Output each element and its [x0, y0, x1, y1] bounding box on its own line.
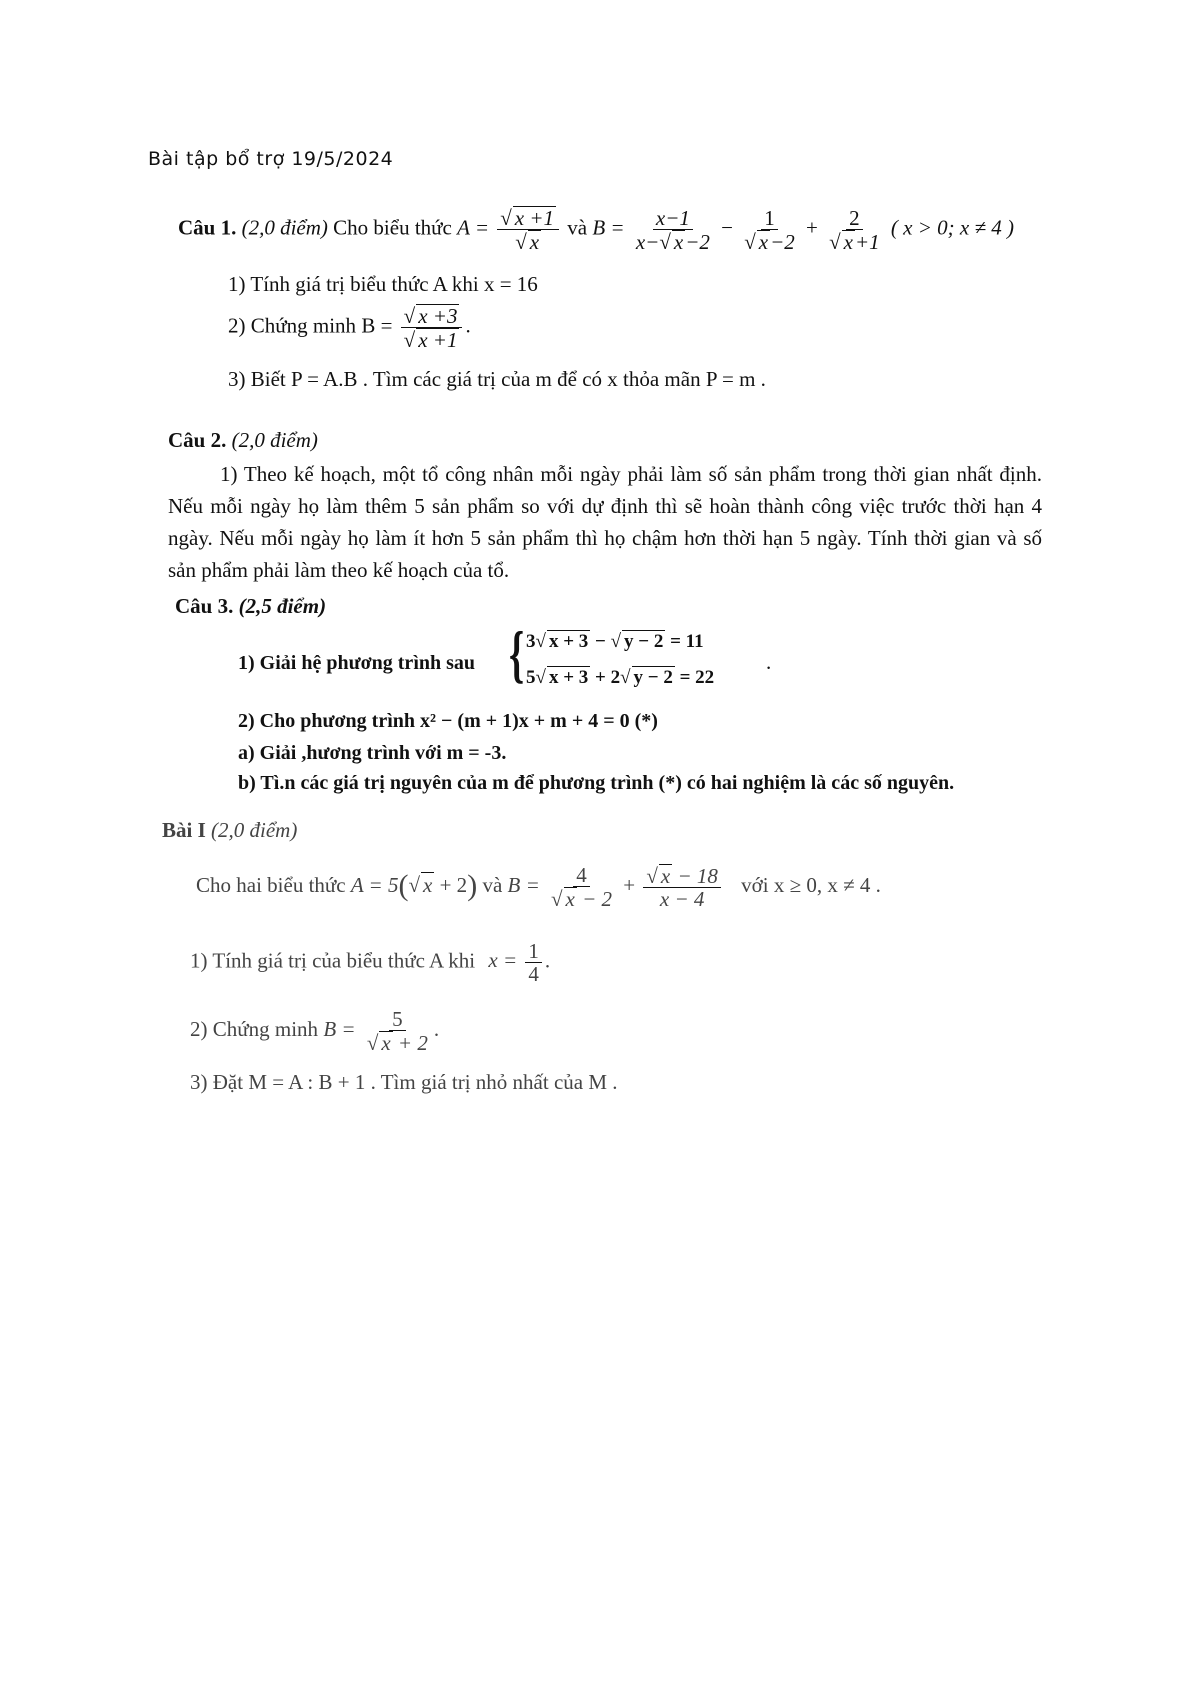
q1-condition: ( x > 0; x ≠ 4 )	[890, 215, 1014, 240]
bai1-B-term1: $\frac{4}{√ x - 2}$	[551, 863, 613, 912]
q3-eq1: 3√ x + 3 − √ y − 2 = 11	[526, 631, 704, 652]
q1-A-lhs: A =	[457, 215, 489, 240]
bai1-label: Bài I	[162, 818, 206, 842]
bai1-item2: 2) Chứng minh B = $\frac{5}{√ x + 2}$ .	[190, 1007, 440, 1056]
q1-item2-fraction: $\frac{√ x +3}{√ x +1}$	[401, 304, 463, 351]
q1-B-term1: $\frac{x-1}{x-√ x-2}$	[635, 205, 710, 254]
bai1-B-term2: $\frac{√ x - 18}{x - 4}$	[643, 864, 721, 910]
q3-system-period: .	[766, 650, 772, 674]
bai1-intro-line: Cho hai biểu thức A = 5(√ x + 2) và B = $\frac{4}{√ x - 2}$ + $\frac{√ x - 18}{x - 4}$ với x ≥ 0, x ≠ 4 .	[196, 863, 881, 912]
q1-minus: −	[721, 215, 733, 240]
q1-B-lhs: B =	[592, 215, 625, 240]
bai1-points: (2,0 điểm)	[211, 818, 298, 842]
q1-item3: 3) Biết P = A.B . Tìm các giá trị của m để có x thỏa mãn P = m .	[228, 367, 766, 391]
q1-intro: Cho biểu thức	[333, 215, 452, 240]
q3-item2: 2) Cho phương trình x² − (m + 1)x + m + 4 = 0 (*)	[238, 710, 658, 732]
q2-points: (2,0 điểm)	[231, 428, 318, 452]
bai1-item2-fraction: $\frac{5}{√ x + 2}$	[366, 1007, 428, 1056]
q1-points: (2,0 điểm)	[241, 215, 328, 240]
q3-label: Câu 3.	[175, 594, 234, 618]
q3-item1: 1) Giải hệ phương trình sau	[238, 652, 476, 674]
q3-item2a: a) Giải ,hương trình với m = -3.	[238, 742, 507, 764]
q2-label: Câu 2.	[168, 428, 227, 452]
q3-heading	[175, 594, 326, 619]
bai1-item1-fraction: $\frac{1}{4}$	[525, 940, 542, 985]
system-brace: {	[509, 618, 525, 689]
q1-and: và	[567, 215, 588, 240]
q1-plus: +	[806, 215, 818, 240]
q1-item2: 2) Chứng minh B = $\frac{√ x +3}{√ x +1}$ .	[228, 304, 471, 353]
page-header: Bài tập bổ trợ 19/5/2024	[148, 148, 394, 170]
q1-B-term3: $\frac{2}{√ x+1}$	[829, 205, 880, 254]
bai1-item1: 1) Tính giá trị của biểu thức A khi x = $\frac{1}{4}$ .	[190, 939, 551, 987]
q3-points: (2,5 điểm)	[238, 594, 327, 618]
q3-item2b: b) Tì.n các giá trị nguyên của m để phương trình (*) có hai nghiệm là các số nguyên.	[238, 772, 955, 794]
q3-eq2: 5√ x + 3 + 2√ y − 2 = 22	[526, 667, 715, 688]
q2-heading	[168, 428, 318, 453]
q1-item1: 1) Tính giá trị biểu thức A khi x = 16	[228, 272, 538, 296]
bai1-item3: 3) Đặt M = A : B + 1 . Tìm giá trị nhỏ nhất của M .	[190, 1070, 618, 1094]
bai1-heading	[162, 818, 297, 843]
q1-line	[178, 206, 1014, 253]
q1-label: Câu 1.	[178, 215, 237, 240]
q1-B-term2: $\frac{1}{√ x-2}$	[744, 205, 795, 254]
q1-A-fraction: $\frac{√ x +1}{√ x}$	[497, 206, 559, 253]
q2-text: 1) Theo kế hoạch, một tổ công nhân mỗi ngày phải làm số sản phẩm trong thời gian nhất định. Nếu mỗi ngày họ làm thêm 5 sản phẩm so với dự định thì sẽ hoàn thành công việc trước thời hạn 4 ngày. Nếu mỗi ngày họ làm ít hơn 5 sản phẩm thì họ chậm hơn thời hạn 5 ngày. Tính thời gian và số sản phẩm phải làm theo kế hoạch của tổ.	[168, 462, 1042, 582]
